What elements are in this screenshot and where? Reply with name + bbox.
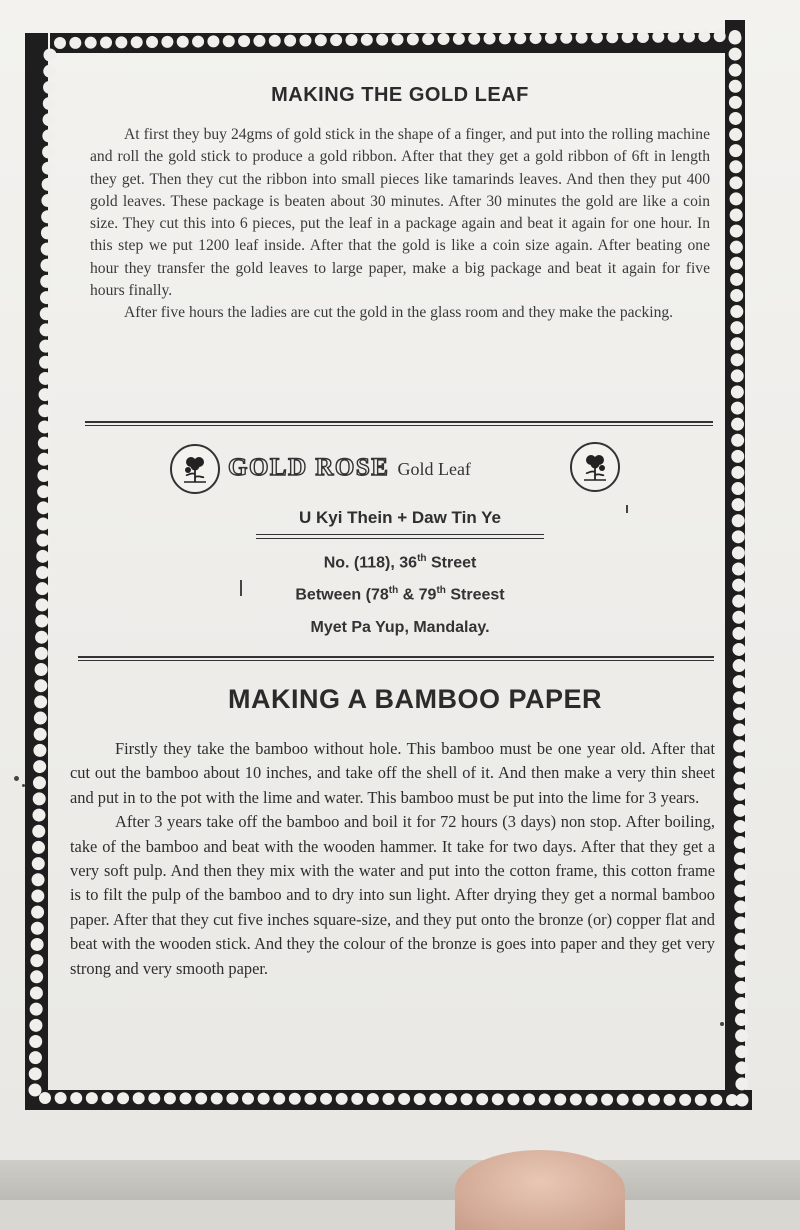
divider-line <box>78 656 714 658</box>
section1-body <box>90 124 710 325</box>
owners-name: U Kyi Thein + Daw Tin Ye <box>298 508 502 527</box>
brand-subtitle: Gold Leaf <box>397 459 471 479</box>
section1-title: MAKING THE GOLD LEAF <box>271 84 529 106</box>
brand-line <box>228 454 578 484</box>
section2-body <box>70 737 715 981</box>
rose-emblem-icon <box>170 444 220 494</box>
ink-speck <box>14 776 19 781</box>
section1-paragraph: After five hours the ladies are cut the gold in the glass room and they make the packing. <box>124 304 674 322</box>
rose-emblem-icon <box>570 442 620 492</box>
divider-line <box>85 421 713 423</box>
divider-line <box>85 425 713 426</box>
ink-speck <box>626 505 628 513</box>
ink-speck <box>22 784 25 787</box>
section2-paragraph: Firstly they take the bamboo without hole. This bamboo must be one year old. After that cut out the bamboo about 10 inches, and take off the shell of it. And then make a very thin sheet and put in to the pot with the lime and water. This bamboo must be put into the lime for 3 years. <box>70 739 715 807</box>
brand-name: GOLD ROSE <box>228 454 390 481</box>
owners-underline <box>256 538 544 539</box>
ink-speck <box>720 1022 724 1026</box>
section1-paragraph: At first they buy 24gms of gold stick in the shape of a finger, and put into the rolling machine and roll the gold stick to produce a gold ribbon. After that they get a gold ribbon of 6ft in length they get. Then they cut the ribbon into small pieces like tamarinds leaves. And then they put 400 gold leaves. These package is beaten about 30 minutes. After 30 minutes the gold are like a coin size. They cut this into 6 pieces, put the leaf in a package again and beat it again for one hour. In this step we put 1200 leaf inside. After that the gold is like a coin size again. After beating one hour they transfer the gold leaves to large paper, make a big package and beat it again for five hours finally. <box>90 126 710 300</box>
section2-title: MAKING A BAMBOO PAPER <box>228 684 602 714</box>
ink-speck <box>240 580 242 596</box>
section2-paragraph: After 3 years take off the bamboo and boil it for 72 hours (3 days) non stop. After boiling, take of the bamboo and beat with the wooden hammer. It take for two days. After that they get a very soft pulp. And then they mix with the water and put into the cotton frame, this cotton frame is to filt the pulp of the bamboo and to dry into sun light. After drying they get a normal bamboo paper. After that they cut five inches square-size, and they put onto the bronze (or) copper flat and beat with the wooden stick. And they the colour of the bronze is goes into paper and they get very strong and very smooth paper. <box>70 812 715 978</box>
address-line-3: Myet Pa Yup, Mandalay. <box>310 619 490 636</box>
address-line-1: No. (118), 36th Street <box>323 553 477 572</box>
owners-underline <box>256 534 544 535</box>
divider-line <box>78 660 714 661</box>
address-line-2: Between (78th & 79th Streest <box>295 585 505 604</box>
